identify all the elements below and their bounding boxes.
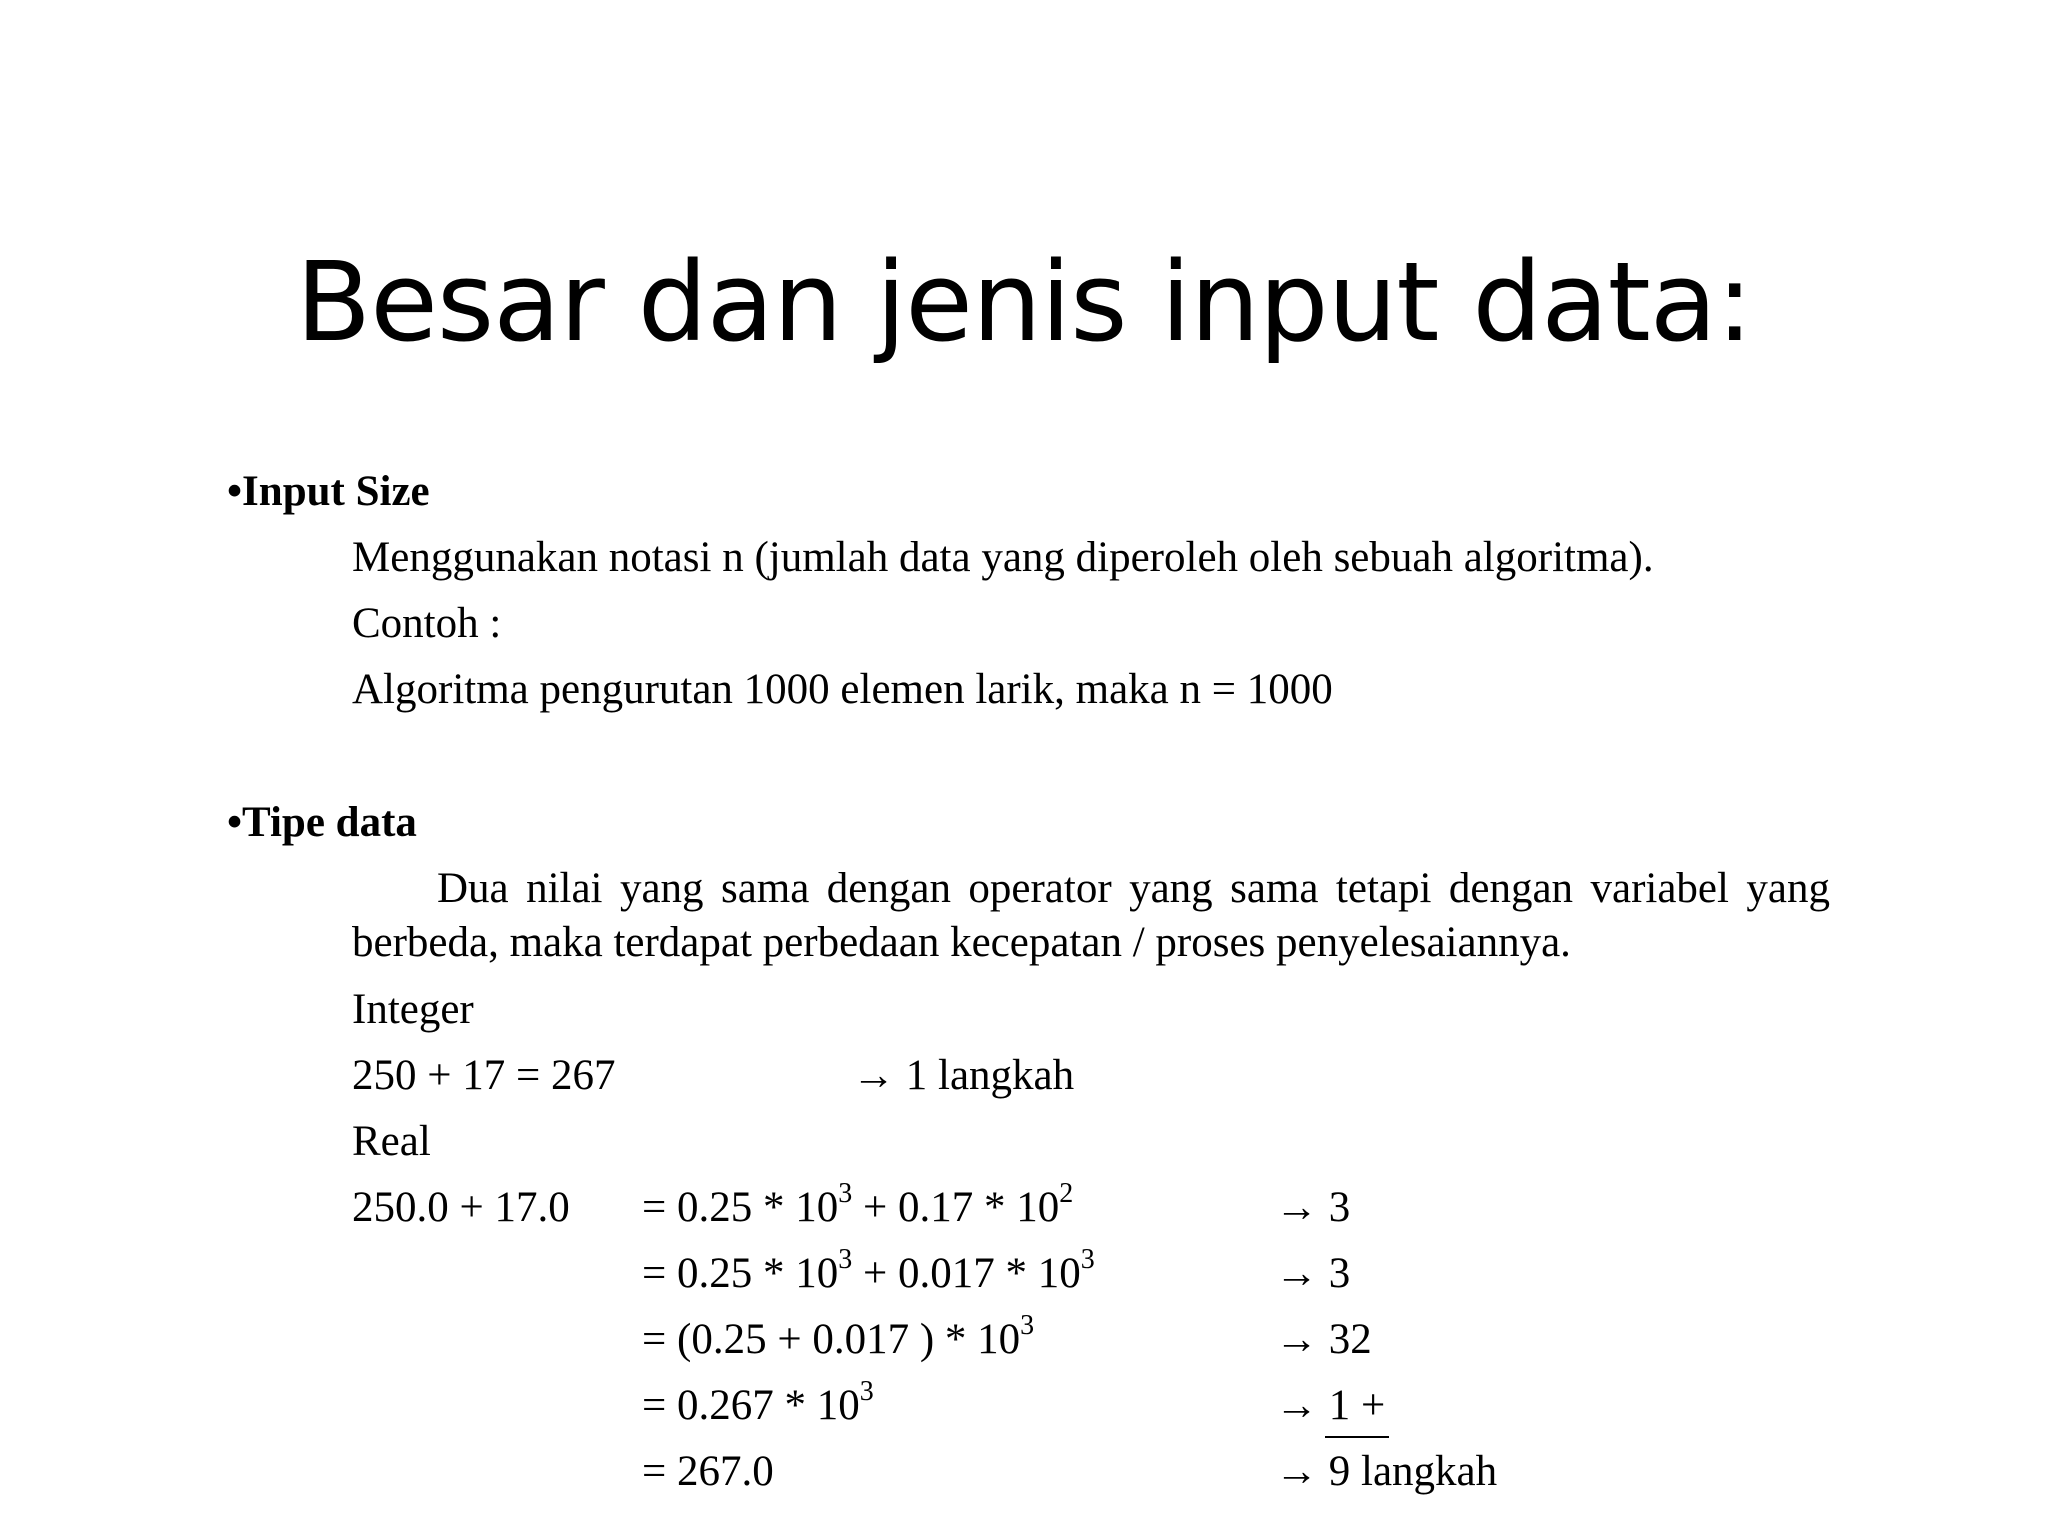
real-row-4-steps: → 1 + [1275,1382,1386,1429]
tipe-data-paragraph: Dua nilai yang sama dengan operator yang sama tetapi dengan variabel yang berbeda, maka terdapat perbedaan kecepatan / proses penyelesaiannya. [352,865,1830,966]
real-label: Real [352,1118,431,1165]
real-row-3-steps: → 32 [1275,1316,1372,1363]
bullet-tipe-data: •Tipe data [227,799,417,846]
real-lhs: 250.0 + 17.0 [352,1184,570,1231]
real-row-5-steps: → 9 langkah [1275,1448,1498,1495]
real-row-2-steps: → 3 [1275,1250,1351,1297]
real-row-2-expression: = $0.25 * 10^3 + 0.017 * 10^3$ [642,1243,1095,1297]
integer-expression: 250 + 17 = 267 [352,1052,616,1099]
real-row-5-expression: = 267.0 [642,1448,774,1495]
input-size-line-1: Menggunakan notasi n (jumlah data yang diperoleh oleh sebuah algoritma). [352,534,1654,581]
slide-title: Besar dan jenis input data: [295,238,1753,366]
bullet-input-size: •Input Size [227,468,430,515]
input-size-line-3: Algoritma pengurutan 1000 elemen larik, maka n = 1000 [352,666,1333,713]
input-size-line-2: Contoh : [352,600,502,647]
real-row-4-expression: = $0.267 * 10^3$ [642,1375,874,1429]
real-row-1-expression: = $0.25 * 10^3 + 0.17 * 10^2$ [642,1177,1074,1231]
real-row-1-steps: → 3 [1275,1184,1351,1231]
real-row-3-expression: = (0.25 + 0.017 ) * $10^3$ [642,1309,1035,1363]
sum-underline [1325,1436,1389,1438]
integer-steps: → 1 langkah [852,1052,1075,1099]
integer-label: Integer [352,986,474,1033]
